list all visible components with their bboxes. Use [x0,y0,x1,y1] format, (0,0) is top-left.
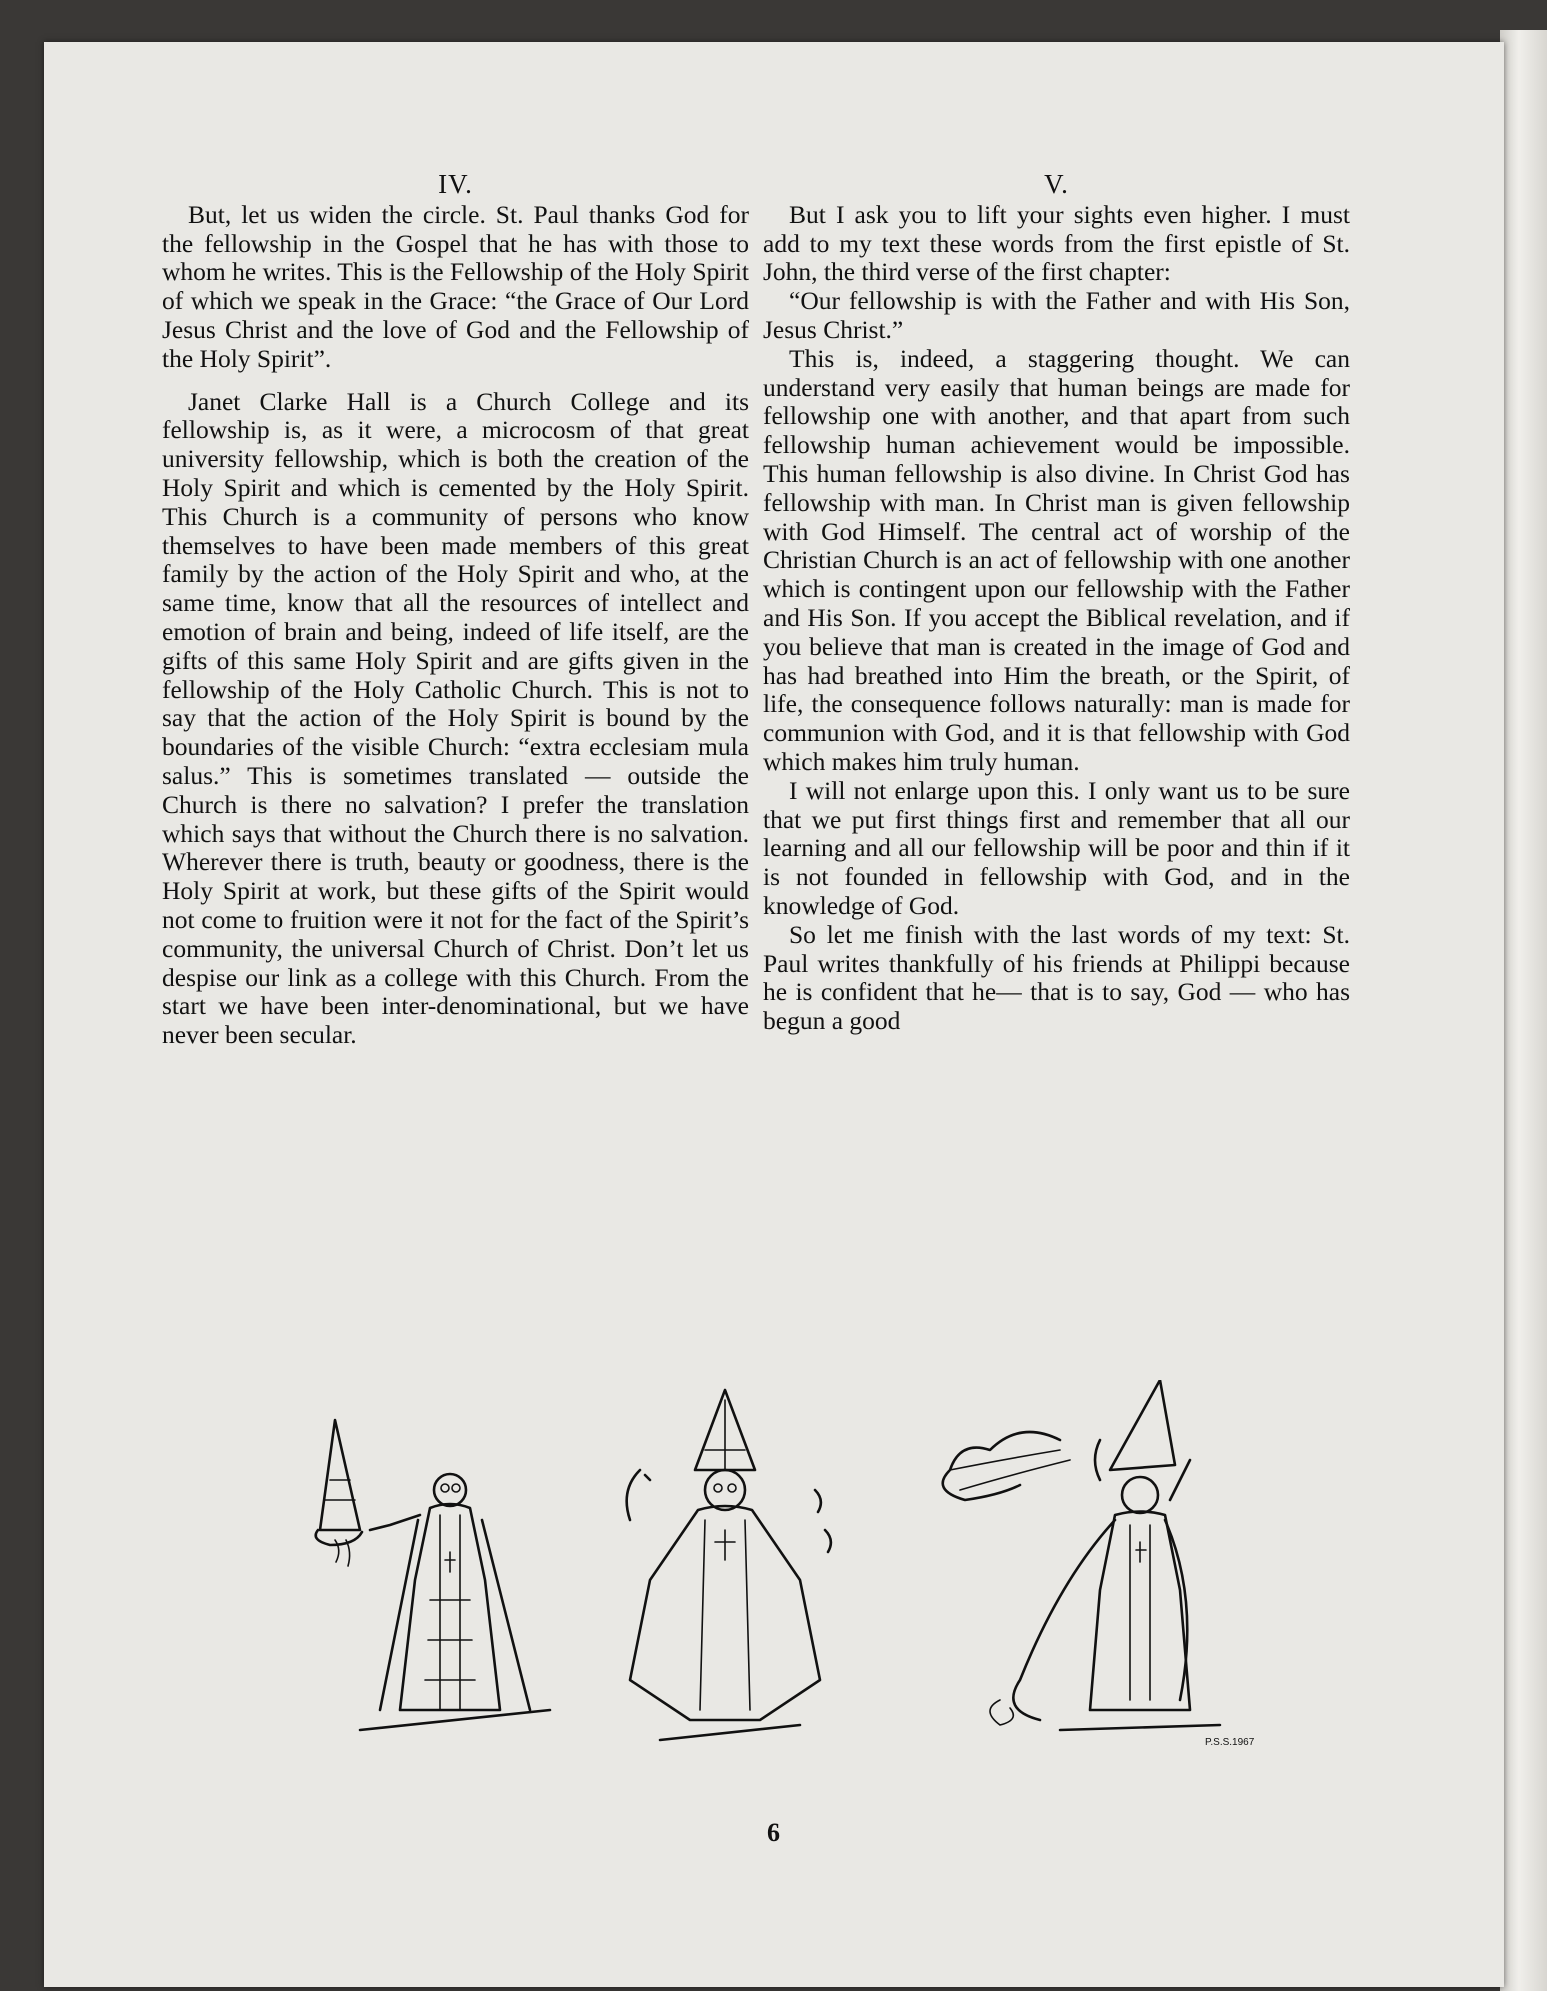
paragraph: I will not enlarge upon this. I only want us to be sure that we put first things first and remember that all our learning and all our fellowship will be poor and thin if it is not founded in fellowship with God, and in the knowledge of God. [763,775,1350,920]
right-column [763,170,1350,1036]
left-column [162,170,749,1050]
page-number: 6 [767,1818,780,1847]
bishop-figure-center [627,1390,831,1740]
artist-signature: P.S.S.1967 [1205,1737,1255,1748]
cleric-figure-left [316,1420,550,1730]
bishop-illustration [300,1380,1300,1770]
paragraph: But, let us widen the circle. St. Paul thanks God for the fellowship in the Gospel that he has with those to whom he writes. This is the Fellowship of the Holy Spirit of which we speak in the Grace: “the Grace of Our Lord Jesus Christ and the love of God and the Fellowship of the Holy Spirit”. [162,199,749,373]
paragraph: Janet Clarke Hall is a Church College and its fellowship is, as it were, a microcosm of that great university fellowship, which is both the creation of the Holy Spirit and which is cemented by the Holy Spirit. This Church is a community of persons who know themselves to have been made members of this great family by the action of the Holy Spirit and who, at the same time, know that all the resources of intellect and emotion of brain and being, indeed of life itself, are the gifts of this same Holy Spirit and are gifts given in the fellowship of the Holy Catholic Church. This is not to say that the action of the Holy Spirit is bound by the boundaries of the visible Church: “extra ecclesiam mula salus.” This is sometimes translated — outside the Church is there no salvation? I prefer the translation which says that without the Church there is no salvation. Wherever there is truth, beauty or goodness, there is the Holy Spirit at work, but these gifts of the Spirit would not come to fruition were it not for the fact of the Spirit’s community, the universal Church of Christ. Don’t let us despise our link as a college with this Church. From the start we have been inter-denominational, but we have never been secular. [162,386,749,1050]
bishop-figure-right [943,1380,1220,1730]
quoted-verse: “Our fellowship is with the Father and with His Son, Jesus Christ.” [763,286,1350,344]
paragraph: But I ask you to lift your sights even higher. I must add to my text these words from the first epistle of St. John, the third verse of the first chapter: [763,199,1350,287]
page-edge [1500,30,1547,1991]
paragraph: So let me finish with the last words of my text: St. Paul writes thankfully of his friends at Philippi because he is confident that he— that is to say, God — who has begun a good [763,919,1350,1036]
section-heading-v: V. [1044,169,1069,199]
bishop-cartoon-drawing [300,1380,1300,1770]
paragraph: This is, indeed, a staggering thought. We can understand very easily that human beings are made for fellowship one with another, and that apart from such fellowship human achievement would be impossible. This human fellowship is also divine. In Christ God has fellowship with man. In Christ man is given fellowship with God Himself. The central act of worship of the Christian Church is an act of fellowship with one another which is contingent upon our fellowship with the Father and His Son. If you accept the Biblical revelation, and if you believe that man is created in the image of God and has had breathed into Him the breath, or the Spirit, of life, the consequence follows naturally: man is made for communion with God, and it is that fellowship with God which makes him truly human. [763,343,1350,776]
section-heading-iv: IV. [438,169,473,199]
